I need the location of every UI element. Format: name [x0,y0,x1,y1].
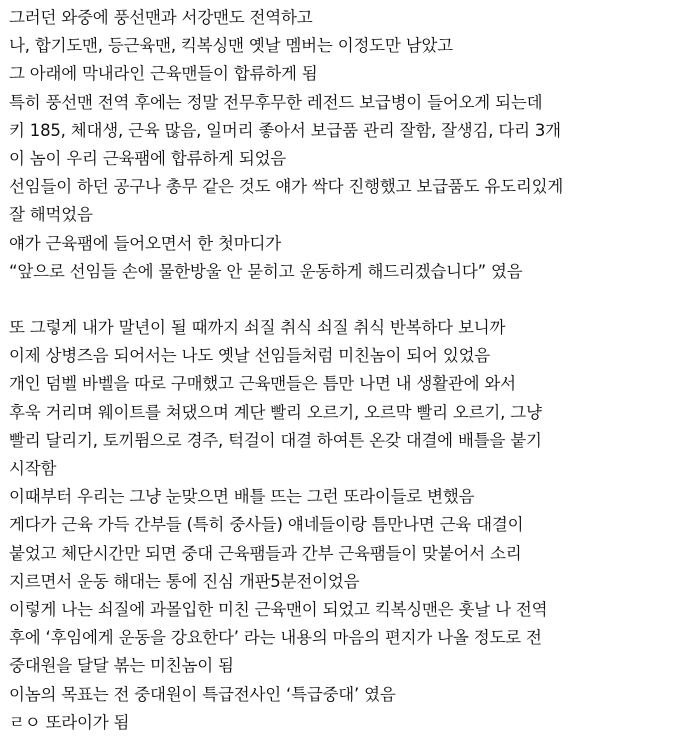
text-line: 특히 풍선맨 전역 후에는 정말 전무후무한 레전드 보급병이 들어오게 되는데 [9,92,543,112]
text-line: 빨리 달리기, 토끼뜀으로 경주, 턱걸이 대결 하여튼 온갖 대결에 배틀을 붙기 [9,430,542,450]
text-line: 게다가 근육 가득 간부들 (특히 중사들) 얘네들이랑 틈만나면 근육 대결이 [9,515,524,535]
text-line: 그러던 와중에 풍선맨과 서강맨도 전역하고 [9,8,313,27]
text-line: 개인 덤벨 바벨을 따로 구매했고 근육맨들은 틈만 나면 내 생활관에 와서 [9,374,516,394]
text-line: 붙었고 체단시간만 되면 중대 근육팸들과 간부 근육팸들이 맞붙어서 소리 [9,543,522,563]
text-line: 이제 상병즈음 되어서는 나도 옛날 선임들처럼 미친놈이 되어 있었음 [9,346,491,366]
paragraph-1 [9,4,689,286]
paragraph-2 [9,314,689,737]
text-line: 키 185, 체대생, 근육 많음, 일머리 좋아서 보급품 관리 잘함, 잘생김, 다리 3개 [9,120,561,140]
text-line: 시작함 [9,459,57,478]
text-line: 이때부터 우리는 그냥 눈맞으면 배틀 뜨는 그런 또라이들로 변했음 [9,487,475,507]
text-line: 이놈의 목표는 전 중대원이 특급전사인 ‘특급중대’ 였음 [9,684,396,704]
document-body [9,4,689,737]
text-line: 선임들이 하던 공구나 총무 같은 것도 얘가 싹다 진행했고 보급품도 유도리있게 [9,177,564,197]
text-line: 지르면서 운동 해대는 통에 진심 개판5분전이었음 [9,571,360,591]
text-line: 잘 해먹었음 [9,205,93,225]
text-line: 이 놈이 우리 근육팸에 합류하게 되었음 [9,148,287,168]
text-line: 얘가 근육팸에 들어오면서 한 첫마디가 [9,233,282,253]
text-line: 또 그렇게 내가 말년이 될 때까지 쇠질 취식 쇠질 취식 반복하다 보니까 [9,318,506,338]
text-line: 후에 ‘후임에게 운동을 강요한다’ 라는 내용의 마음의 편지가 나올 정도로 전 [9,628,542,648]
text-line: 나, 합기도맨, 등근육맨, 킥복싱맨 옛날 멤버는 이정도만 남았고 [9,36,453,56]
paragraph-spacer [9,286,689,314]
text-line: 이렇게 나는 쇠질에 과몰입한 미친 근육맨이 되었고 킥복싱맨은 훗날 나 전역 [9,599,548,619]
text-line: 그 아래에 막내라인 근육맨들이 합류하게 됨 [9,64,318,84]
text-line: 중대원을 달달 볶는 미친놈이 됨 [9,656,234,676]
text-line: “앞으로 선임들 손에 물한방울 안 묻히고 운동하게 해드리겠습니다” 였음 [9,261,523,281]
text-line: 후욱 거리며 웨이트를 쳐댔으며 계단 빨리 오르기, 오르막 빨리 오르기, 그냥 [9,402,542,422]
text-line: ㄹㅇ 또라이가 됨 [9,712,130,732]
